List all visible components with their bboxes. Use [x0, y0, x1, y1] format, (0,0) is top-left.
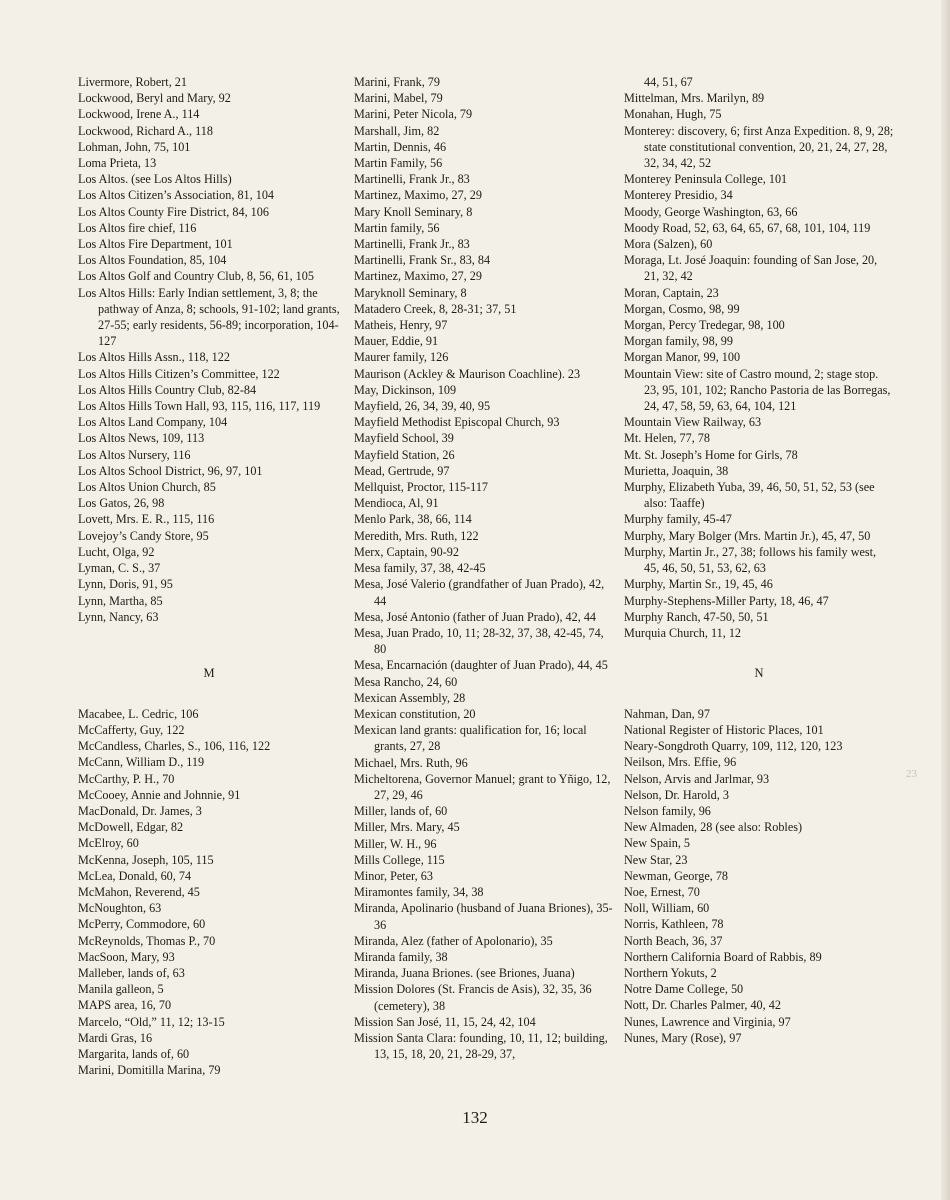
index-entry: May, Dickinson, 109 — [354, 382, 457, 397]
index-entry: Northern California Board of Rabbis, 89 — [624, 949, 822, 964]
index-entry: Mayfield Station, 26 — [354, 447, 455, 462]
index-entry: MAPS area, 16, 70 — [78, 998, 172, 1013]
index-entry: Merx, Captain, 90-92 — [354, 544, 459, 559]
index-entry: McCafferty, Guy, 122 — [78, 722, 185, 737]
index-entry: Murietta, Joaquin, 38 — [624, 463, 729, 478]
index-entry: Macabee, L. Cedric, 106 — [78, 706, 199, 721]
section-gap — [78, 625, 340, 665]
index-entry: Marini, Mabel, 79 — [354, 91, 443, 106]
index-entry: Marini, Frank, 79 — [354, 75, 440, 89]
index-entry: Murphy, Elizabeth Yuba, 39, 46, 50, 51, 52, 53 (see also: Taaffe) — [624, 480, 875, 511]
index-entry: McElroy, 60 — [78, 836, 139, 851]
index-entry: Lucht, Olga, 92 — [78, 544, 155, 559]
index-entry: McCandless, Charles, S., 106, 116, 122 — [78, 739, 271, 754]
index-entry: Mayfield Methodist Episcopal Church, 93 — [354, 415, 560, 430]
index-column-3 — [624, 74, 894, 1046]
index-entry: Marshall, Jim, 82 — [354, 123, 440, 138]
index-entry: Martin family, 56 — [354, 220, 440, 235]
index-entry: Los Altos County Fire District, 84, 106 — [78, 204, 269, 219]
index-entry: Los Gatos, 26, 98 — [78, 496, 165, 511]
index-entry: Monterey Peninsula College, 101 — [624, 172, 788, 187]
index-entry: Morgan family, 98, 99 — [624, 334, 733, 349]
index-entry: MacSoon, Mary, 93 — [78, 949, 175, 964]
index-entry: Notre Dame College, 50 — [624, 982, 744, 997]
index-entry: Los Altos Hills Country Club, 82-84 — [78, 382, 257, 397]
index-entry: Mt. St. Joseph’s Home for Girls, 78 — [624, 447, 798, 462]
section-letter: N — [754, 666, 764, 681]
index-entry: Murphy, Mary Bolger (Mrs. Martin Jr.), 45, 47, 50 — [624, 528, 871, 543]
margin-mark: 23 — [906, 768, 917, 780]
index-entry: Mexican constitution, 20 — [354, 706, 476, 721]
index-entry: Moraga, Lt. José Joaquin: founding of San Jose, 20, 21, 32, 42 — [624, 253, 878, 284]
index-entry: Los Altos Citizen’s Association, 81, 104 — [78, 188, 275, 203]
index-entry: New Spain, 5 — [624, 836, 691, 851]
index-entry: Mt. Helen, 77, 78 — [624, 431, 710, 446]
index-entry: Northern Yokuts, 2 — [624, 965, 717, 980]
index-entry: Los Altos Hills Assn., 118, 122 — [78, 350, 230, 365]
index-entry: Mountain View Railway, 63 — [624, 415, 762, 430]
index-entry: Lohman, John, 75, 101 — [78, 139, 191, 154]
index-entry: Monterey: discovery, 6; first Anza Expedition. 8, 9, 28; state constitutional convention, 20, 21, 24, 27, 28, 32, 34, 42, 52 — [624, 123, 894, 171]
index-entry: Manila galleon, 5 — [78, 982, 164, 997]
index-entry: Micheltorena, Governor Manuel; grant to Yñigo, 12, 27, 29, 46 — [354, 771, 611, 802]
index-entry: Mardi Gras, 16 — [78, 1030, 153, 1045]
section-letter: M — [203, 666, 215, 681]
index-entry: Mayfield School, 39 — [354, 431, 454, 446]
index-entry: Los Altos fire chief, 116 — [78, 220, 197, 235]
index-entry: Mesa, Encarnación (daughter of Juan Prado), 44, 45 — [354, 658, 608, 673]
index-entry: Malleber, lands of, 63 — [78, 965, 185, 980]
index-entry: Maurison (Ackley & Maurison Coachline). 23 — [354, 366, 581, 381]
index-entry: Mesa, Juan Prado, 10, 11; 28-32, 37, 38, 42-45, 74, 80 — [354, 625, 604, 657]
index-entry: Los Altos Hills Citizen’s Committee, 122 — [78, 366, 280, 381]
index-entry: Matheis, Henry, 97 — [354, 318, 448, 333]
index-entry: McLea, Donald, 60, 74 — [78, 868, 192, 883]
index-entry: McCarthy, P. H., 70 — [78, 771, 175, 786]
index-entry: Lovejoy’s Candy Store, 95 — [78, 528, 209, 543]
index-entry: Mexican land grants: qualification for, 16; local grants, 27, 28 — [354, 723, 587, 754]
index-entry: North Beach, 36, 37 — [624, 933, 723, 948]
index-entry: Lockwood, Beryl and Mary, 92 — [78, 91, 231, 106]
index-entry: Moody, George Washington, 63, 66 — [624, 204, 798, 219]
index-entry: Mendioca, Al, 91 — [354, 496, 439, 511]
index-entry: Margarita, lands of, 60 — [78, 1046, 190, 1061]
index-entry: Mesa Rancho, 24, 60 — [354, 674, 458, 689]
index-entry: Meredith, Mrs. Ruth, 122 — [354, 528, 479, 543]
index-entry: Michael, Mrs. Ruth, 96 — [354, 755, 468, 770]
index-entry: Miranda, Alez (father of Apolonario), 35 — [354, 933, 553, 948]
index-entry: Menlo Park, 38, 66, 114 — [354, 512, 472, 527]
index-entry: Noll, William, 60 — [624, 901, 710, 916]
index-entry: Mission Dolores (St. Francis de Asis), 32, 35, 36 (cemetery), 38 — [354, 982, 592, 1013]
index-entry: Mesa, José Valerio (grandfather of Juan Prado), 42, 44 — [354, 577, 605, 608]
index-entry: Martinez, Maximo, 27, 29 — [354, 269, 482, 284]
index-entry: McCann, William D., 119 — [78, 755, 205, 770]
index-column-2 — [354, 74, 616, 1062]
index-entry: Martinelli, Frank Jr., 83 — [354, 237, 470, 252]
index-entry: Mauer, Eddie, 91 — [354, 334, 439, 349]
index-entry: Newman, George, 78 — [624, 868, 729, 883]
index-entry: Nott, Dr. Charles Palmer, 40, 42 — [624, 998, 781, 1013]
index-entry: Miranda, Apolinario (husband of Juana Briones), 35-36 — [354, 901, 613, 932]
index-entry: Murphy, Martin Jr., 27, 38; follows his family west, 45, 46, 50, 51, 53, 62, 63 — [624, 544, 877, 576]
index-entry: Norris, Kathleen, 78 — [624, 917, 724, 932]
index-entry: Nunes, Lawrence and Virginia, 97 — [624, 1014, 791, 1029]
index-entry: Marini, Peter Nicola, 79 — [354, 107, 473, 122]
index-entry: McCooey, Annie and Johnnie, 91 — [78, 787, 241, 802]
index-entry: Mountain View: site of Castro mound, 2; stage stop. 23, 95, 101, 102; Rancho Pastoria de las Borregas, 24, 47, 58, 59, 63, 64, 104, 121 — [624, 366, 891, 414]
index-entry: Martinez, Maximo, 27, 29 — [354, 188, 482, 203]
index-entry: Noe, Ernest, 70 — [624, 884, 700, 899]
index-entry: Los Altos Golf and Country Club, 8, 56, 61, 105 — [78, 269, 314, 284]
index-entry: Moran, Captain, 23 — [624, 285, 719, 300]
index-entry: Martinelli, Frank Sr., 83, 84 — [354, 253, 491, 268]
index-entry: Monterey Presidio, 34 — [624, 188, 733, 203]
index-entry: Lockwood, Richard A., 118 — [78, 123, 213, 138]
index-entry: McPerry, Commodore, 60 — [78, 917, 206, 932]
index-entry: Murphy family, 45-47 — [624, 512, 732, 527]
index-entry: Lynn, Martha, 85 — [78, 593, 163, 608]
index-entry: Mittelman, Mrs. Marilyn, 89 — [624, 91, 765, 106]
index-entry: Miller, W. H., 96 — [354, 836, 437, 851]
page-edge-shadow — [941, 0, 950, 1200]
index-entry: Mellquist, Proctor, 115-117 — [354, 480, 489, 495]
index-entry: Maryknoll Seminary, 8 — [354, 285, 467, 300]
index-entry: Miller, lands of, 60 — [354, 804, 448, 819]
index-entry: Miramontes family, 34, 38 — [354, 885, 484, 900]
index-entry: Los Altos Fire Department, 101 — [78, 237, 233, 252]
index-entry: Lyman, C. S., 37 — [78, 561, 161, 576]
section-gap — [624, 641, 894, 665]
index-entry: Mary Knoll Seminary, 8 — [354, 204, 473, 219]
index-entry: Marcelo, “Old,” 11, 12; 13-15 — [78, 1014, 225, 1029]
index-entry: Murphy, Martin Sr., 19, 45, 46 — [624, 577, 773, 592]
index-entry: Los Altos Land Company, 104 — [78, 415, 228, 430]
index-entry: Mead, Gertrude, 97 — [354, 463, 450, 478]
index-entry: Los Altos Union Church, 85 — [78, 480, 216, 495]
index-entry: Marini, Domitilla Marina, 79 — [78, 1063, 221, 1078]
index-entry: Los Altos Nursery, 116 — [78, 447, 191, 462]
index-entry: Morgan Manor, 99, 100 — [624, 350, 741, 365]
index-entry: Los Altos Hills Town Hall, 93, 115, 116, 117, 119 — [78, 399, 321, 414]
index-entry: Morgan, Percy Tredegar, 98, 100 — [624, 318, 785, 333]
index-entry: McKenna, Joseph, 105, 115 — [78, 852, 214, 867]
index-entry: Neilson, Mrs. Effie, 96 — [624, 755, 737, 770]
index-entry: Livermore, Robert, 21 — [78, 75, 187, 89]
index-entry: Murquia Church, 11, 12 — [624, 625, 742, 640]
index-entry: Mesa, José Antonio (father of Juan Prado), 42, 44 — [354, 609, 597, 624]
index-entry: Nelson, Arvis and Jarlmar, 93 — [624, 771, 770, 786]
index-entry: Lynn, Doris, 91, 95 — [78, 577, 173, 592]
index-entry: Los Altos School District, 96, 97, 101 — [78, 463, 263, 478]
index-entry: Mission Santa Clara: founding, 10, 11, 12; building, 13, 15, 18, 20, 21, 28-29, 37, — [354, 1030, 608, 1062]
index-entry: MacDonald, Dr. James, 3 — [78, 803, 202, 818]
index-entry: Murphy-Stephens-Miller Party, 18, 46, 47 — [624, 593, 829, 608]
index-column-1 — [78, 74, 340, 1078]
index-entry: Martin, Dennis, 46 — [354, 139, 447, 154]
index-entry: Nelson, Dr. Harold, 3 — [624, 787, 729, 802]
index-entry: Mayfield, 26, 34, 39, 40, 95 — [354, 399, 491, 414]
index-entry: National Register of Historic Places, 101 — [624, 722, 824, 737]
index-entry: Mora (Salzen), 60 — [624, 237, 713, 252]
index-entry: Moody Road, 52, 63, 64, 65, 67, 68, 101, 104, 119 — [624, 220, 871, 235]
index-entry: 44, 51, 67 — [644, 75, 693, 89]
index-entry: McReynolds, Thomas P., 70 — [78, 933, 216, 948]
index-entry: Lockwood, Irene A., 114 — [78, 107, 200, 122]
index-entry: Los Altos Foundation, 85, 104 — [78, 253, 227, 268]
index-entry: Nunes, Mary (Rose), 97 — [624, 1030, 742, 1045]
index-entry: New Star, 23 — [624, 852, 688, 867]
index-entry: Nelson family, 96 — [624, 803, 711, 818]
index-entry: McMahon, Reverend, 45 — [78, 884, 200, 899]
index-entry: Lovett, Mrs. E. R., 115, 116 — [78, 512, 215, 527]
index-entry: Miller, Mrs. Mary, 45 — [354, 820, 460, 835]
index-entry: Mills College, 115 — [354, 852, 445, 867]
index-entry: Maurer family, 126 — [354, 350, 449, 365]
section-gap — [624, 682, 894, 706]
index-entry: Monahan, Hugh, 75 — [624, 107, 722, 122]
index-entry: Miranda family, 38 — [354, 949, 448, 964]
index-entry: Matadero Creek, 8, 28-31; 37, 51 — [354, 301, 517, 316]
index-entry: Loma Prieta, 13 — [78, 156, 157, 171]
index-entry: Minor, Peter, 63 — [354, 868, 433, 883]
section-gap — [78, 682, 340, 706]
index-entry: Martinelli, Frank Jr., 83 — [354, 172, 470, 187]
index-entry: New Almaden, 28 (see also: Robles) — [624, 820, 803, 835]
index-entry: Miranda, Juana Briones. (see Briones, Juana) — [354, 966, 575, 981]
index-entry: Nahman, Dan, 97 — [624, 706, 710, 721]
index-entry: Mexican Assembly, 28 — [354, 690, 466, 705]
index-entry: Lynn, Nancy, 63 — [78, 609, 159, 624]
index-entry: Mission San José, 11, 15, 24, 42, 104 — [354, 1014, 536, 1029]
index-entry: Morgan, Cosmo, 98, 99 — [624, 301, 740, 316]
index-entry: Los Altos News, 109, 113 — [78, 431, 205, 446]
page-number: 132 — [462, 1108, 488, 1127]
index-entry: Los Altos. (see Los Altos Hills) — [78, 172, 232, 187]
index-entry: Murphy Ranch, 47-50, 50, 51 — [624, 609, 769, 624]
index-entry: McDowell, Edgar, 82 — [78, 820, 184, 835]
index-entry: Mesa family, 37, 38, 42-45 — [354, 561, 486, 576]
index-entry: Neary-Songdroth Quarry, 109, 112, 120, 123 — [624, 739, 843, 754]
index-entry: McNoughton, 63 — [78, 901, 162, 916]
index-entry: Los Altos Hills: Early Indian settlement, 3, 8; the pathway of Anza, 8; schools, 91-102; land grants, 27-55; early residents, 56-89; incorporation, 104-127 — [78, 285, 340, 349]
index-entry: Martin Family, 56 — [354, 156, 443, 171]
